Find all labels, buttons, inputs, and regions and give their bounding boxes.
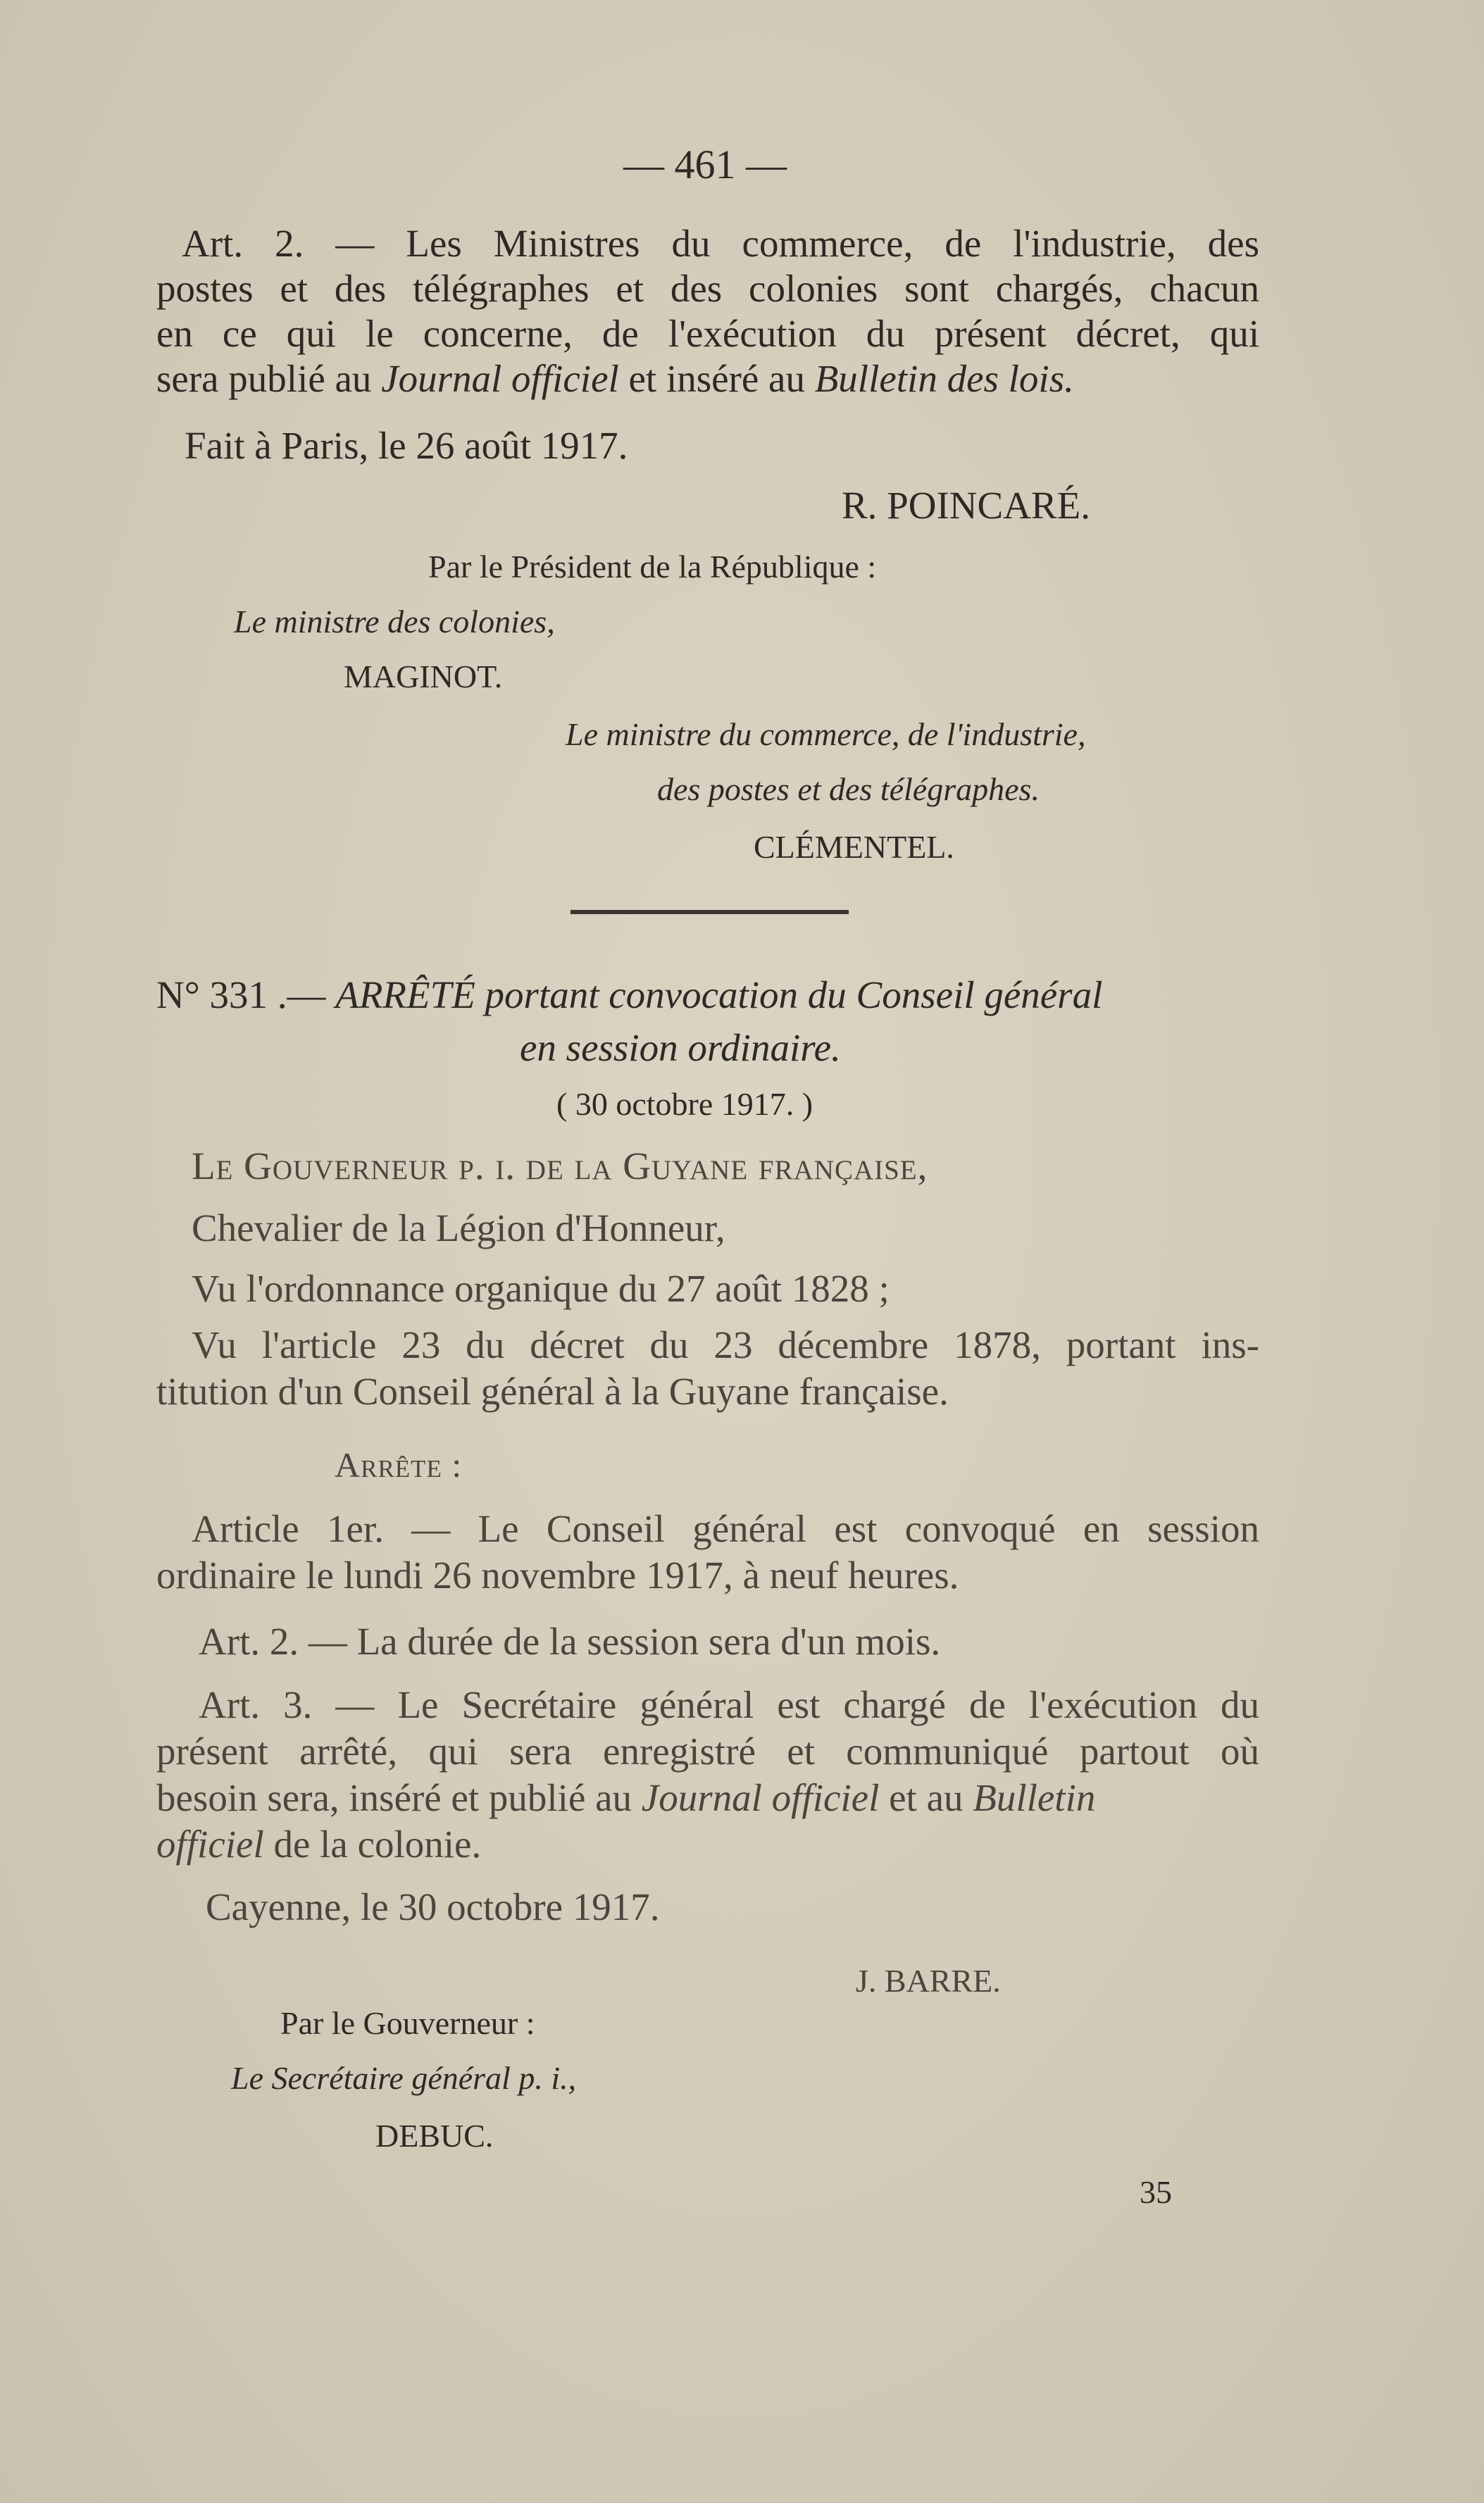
minister-colonies-title: Le ministre des colonies, [234, 604, 555, 639]
art3-line-3 [156, 1778, 1095, 1817]
decree-art2-line-2: postes et des télégraphes et des colonies sont chargés, chacun [156, 267, 1259, 310]
arrete-place-date: Cayenne, le 30 octobre 1917. [206, 1885, 660, 1928]
arrete-date: ( 30 octobre 1917. ) [556, 1086, 813, 1122]
vu-article-line-1: Vu l'article 23 du décret du 23 décembre 1878, portant ins- [192, 1323, 1259, 1366]
minister-commerce-title-2: des postes et des télégraphes. [657, 771, 1040, 807]
decree-art2-line-4-mid: et inséré au [618, 357, 815, 400]
bulletin-des-lois-ref: Bulletin des lois. [814, 357, 1074, 400]
art3-bulletin-ref: Bulletin [973, 1776, 1096, 1819]
art3-line-3-pre: besoin sera, inséré et publié au [156, 1776, 642, 1819]
art3-line-1: Art. 3. — Le Secrétaire général est chargé de l'exécution du [199, 1683, 1259, 1726]
decree-place-date: Fait à Paris, le 26 août 1917. [185, 424, 628, 467]
decree-art2-line-3: en ce qui le concerne, de l'exécution du présent décret, qui [156, 312, 1259, 355]
chevalier-line: Chevalier de la Légion d'Honneur, [192, 1206, 725, 1249]
art1-line-2: ordinaire le lundi 26 novembre 1917, à neuf heures. [156, 1554, 959, 1597]
arrete-word: Arrête : [335, 1445, 463, 1485]
art2-line: Art. 2. — La durée de la session sera d'un mois. [199, 1620, 941, 1663]
signature-mark: 35 [1140, 2174, 1172, 2210]
arrete-number: N° 331 .— [156, 973, 326, 1016]
vu-ordonnance: Vu l'ordonnance organique du 27 août 1828 ; [192, 1267, 890, 1310]
secretary-name: DEBUC. [375, 2118, 494, 2154]
decree-art2-line-4-pre: sera publié au [156, 357, 382, 400]
decree-signatory: R. POINCARÉ. [842, 484, 1090, 527]
minister-commerce-name: CLÉMENTEL. [754, 829, 954, 865]
governor-line: Le Gouverneur p. i. de la Guyane française, [192, 1144, 928, 1187]
decree-art2-line-4 [156, 359, 1074, 398]
vu-article-line-2: titution d'un Conseil général à la Guyane française. [156, 1370, 949, 1413]
arrete-title-line-1 [156, 975, 1102, 1014]
by-governor: Par le Gouverneur : [280, 2005, 535, 2041]
arrete-signatory: J. BARRE. [856, 1963, 1001, 1999]
art1-line-1: Article 1er. — Le Conseil général est convoqué en session [192, 1507, 1259, 1550]
art3-journal-ref: Journal officiel [641, 1776, 880, 1819]
journal-officiel-ref: Journal officiel [381, 357, 619, 400]
art3-line-4-rest: de la colonie. [263, 1823, 482, 1866]
by-president: Par le Président de la République : [428, 549, 877, 585]
decree-art2-line-1: Art. 2. — Les Ministres du commerce, de l'industrie, des [182, 222, 1259, 265]
art3-officiel-ref: officiel [156, 1823, 264, 1866]
minister-commerce-title-1: Le ministre du commerce, de l'industrie, [566, 716, 1086, 752]
art3-line-4 [156, 1825, 481, 1864]
arrete-title-1: ARRÊTÉ portant convocation du Conseil général [335, 973, 1103, 1016]
minister-colonies-name: MAGINOT. [344, 658, 503, 694]
art3-line-3-mid: et au [879, 1776, 973, 1819]
art3-line-2: présent arrêté, qui sera enregistré et communiqué partout où [156, 1730, 1259, 1773]
section-divider [570, 910, 849, 914]
secretary-title: Le Secrétaire général p. i., [231, 2060, 577, 2096]
arrete-title-line-2: en session ordinaire. [520, 1026, 841, 1069]
page-number: — 461 — [623, 142, 787, 187]
